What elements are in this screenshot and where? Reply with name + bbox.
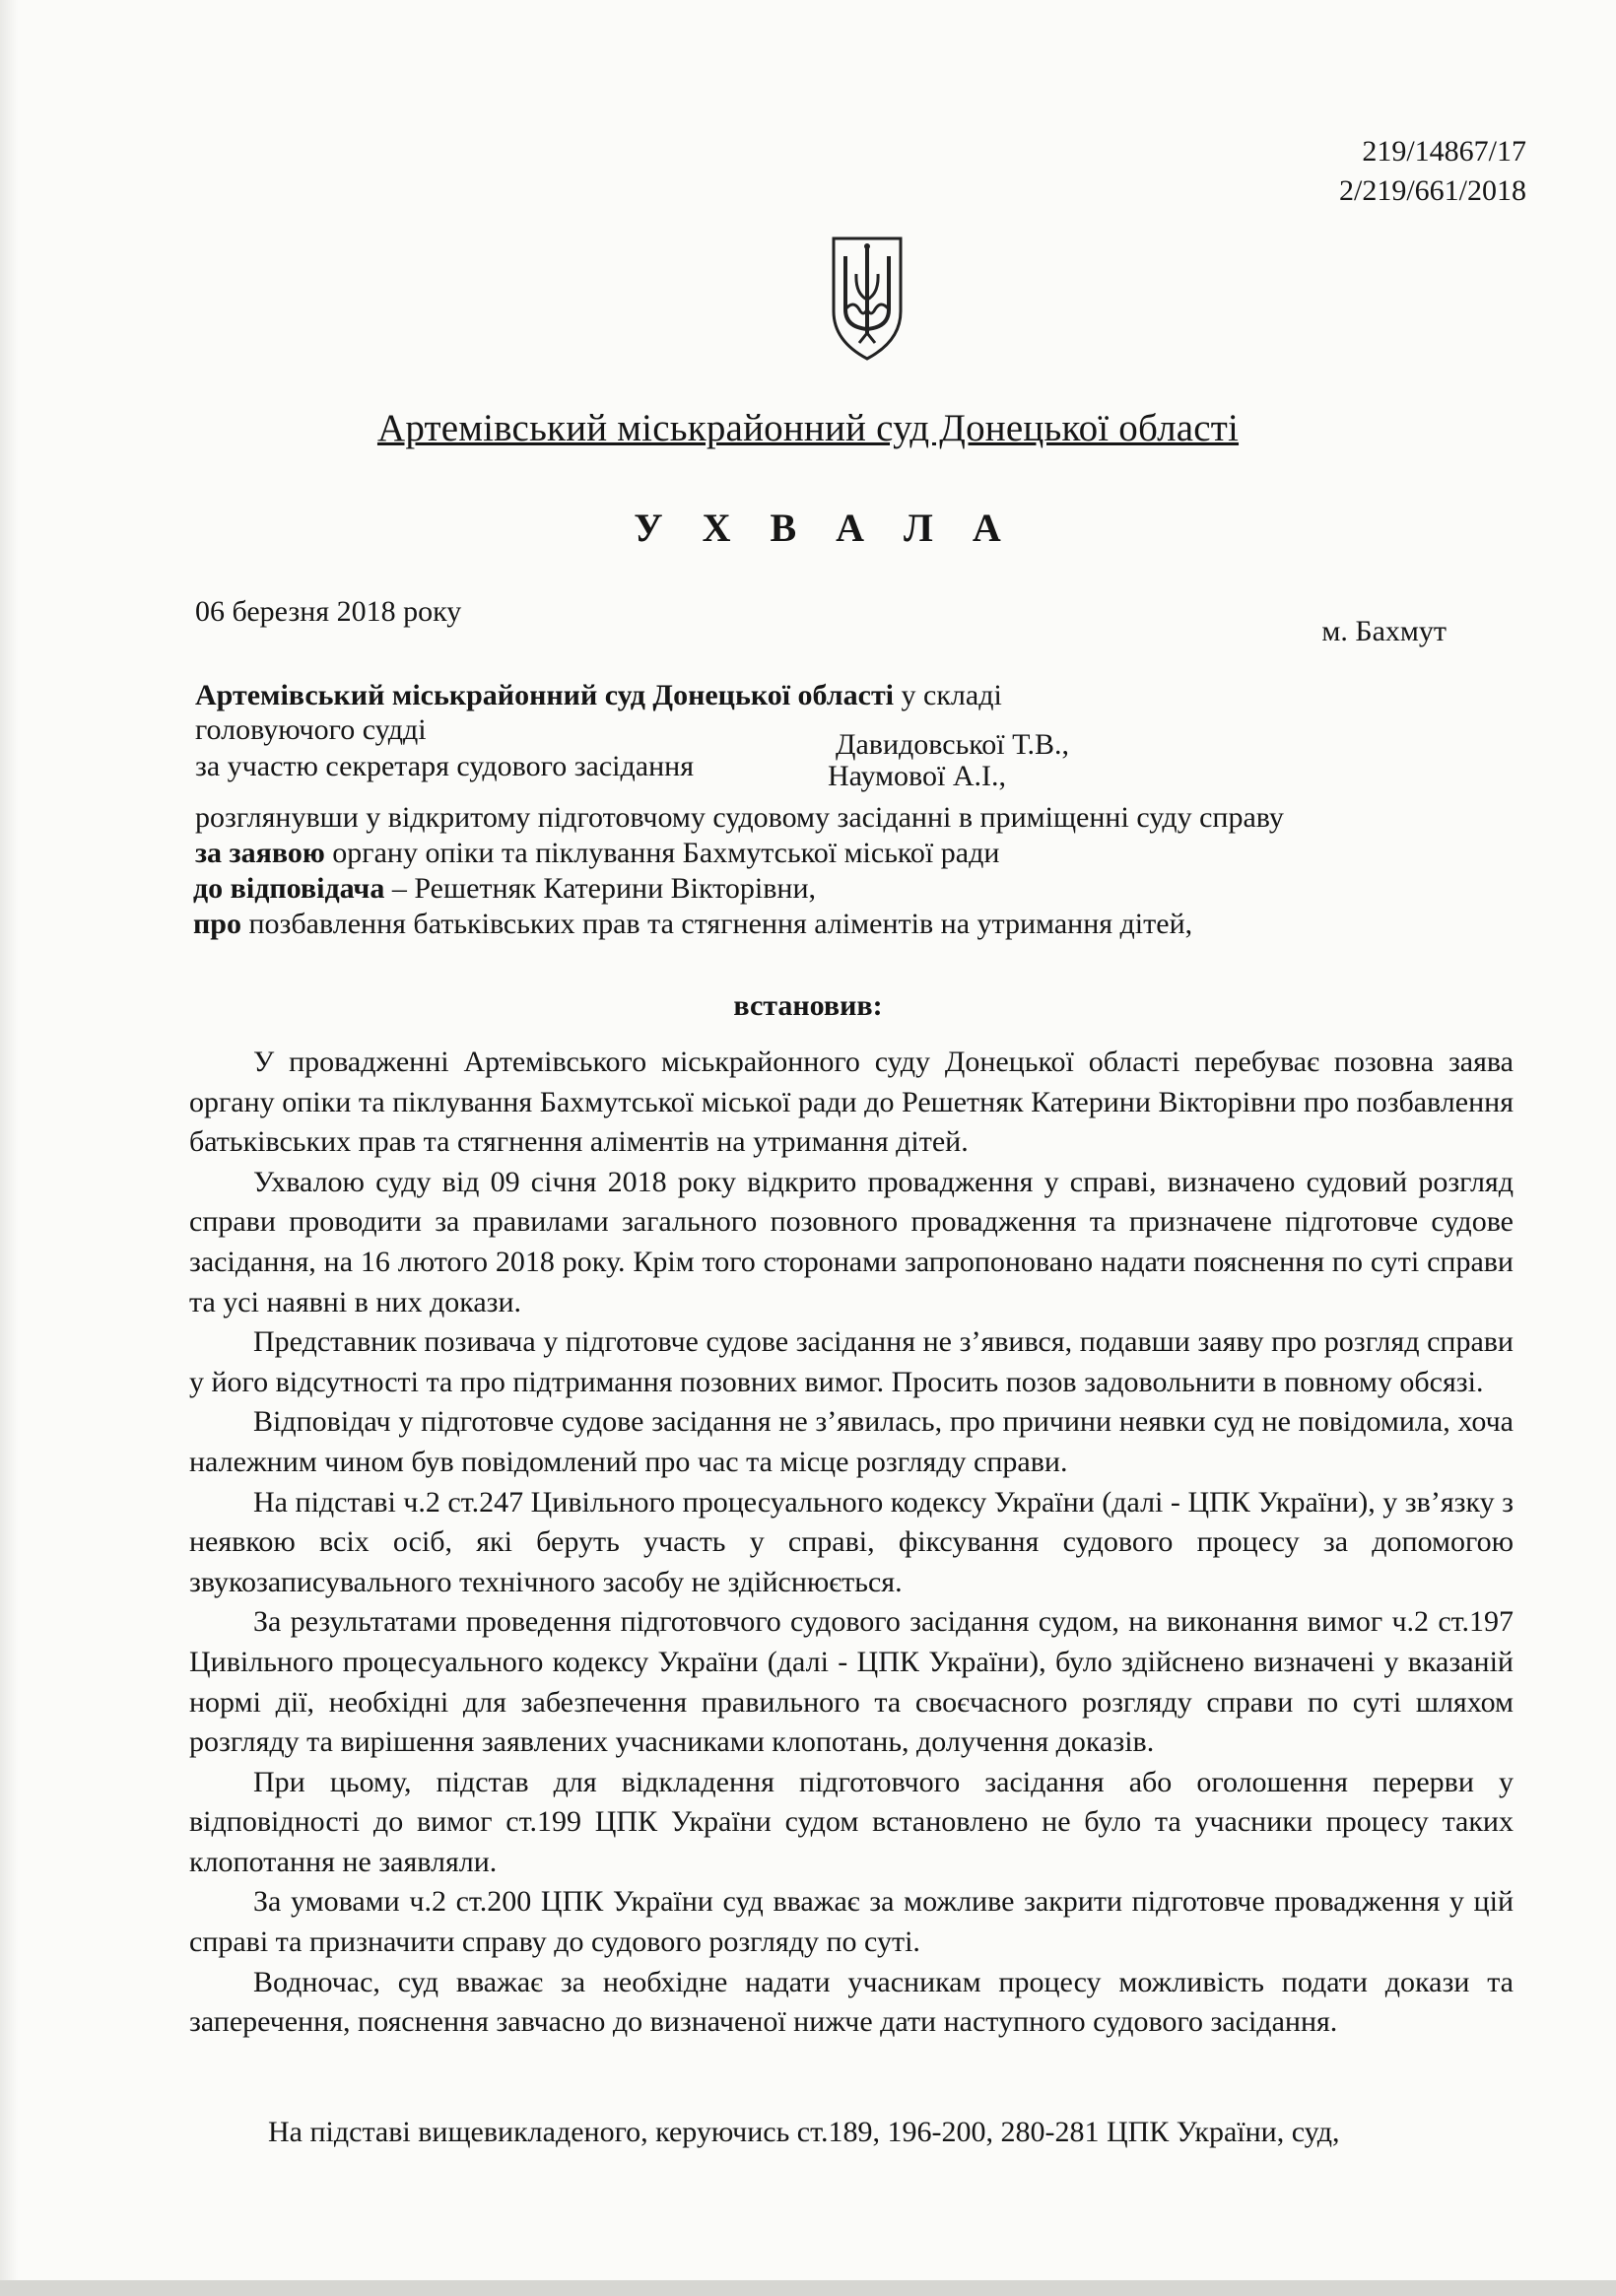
paragraph: Відповідач у підготовче судове засідання не з’явилась, про причини неявки суд не повідомила, хоча належним чином був повідомлений про час та місце розгляду справи. bbox=[189, 1405, 1514, 1478]
paragraph: Водночас, суд вважає за необхідне надати учасникам процесу можливість подати докази та заперечення, пояснення завчасно до визначеної нижче дати наступного судового засідання. bbox=[189, 1965, 1514, 2039]
presiding-label: головуючого судді bbox=[195, 713, 427, 746]
paragraph: Представник позивача у підготовче судове засідання не з’явився, подавши заяву про розгляд справи у його відсутності та про підтримання позовних вимог. Просить позов задовольнити в повному обсязі. bbox=[189, 1325, 1514, 1398]
proceeding-number: 2/219/661/2018 bbox=[1338, 174, 1526, 207]
paragraph: За результатами проведення підготовчого судового засідання судом, на виконання вимог ч.2 ст.197 Цивільного процесуального кодексу України (далі - ЦПК України), було здійснено визначені у вказаній нормі дії, необхідні для забезпечення правильного та своєчасного розгляду справи по суті шляхом розгляду та вирішення заявлених учасниками клопотань, долучення доказів. bbox=[189, 1605, 1514, 1759]
document-type: У Х В А Л А bbox=[634, 506, 1016, 550]
court-composition-line bbox=[195, 678, 1002, 713]
case-number: 219/14867/17 bbox=[1362, 135, 1526, 168]
application-label: за заявою bbox=[195, 837, 325, 869]
considered-line: розглянувши у відкритому підготовчому судовому засіданні в приміщенні суду справу bbox=[195, 801, 1284, 834]
body-text bbox=[189, 1043, 1514, 2043]
secretary-label: за участю секретаря судового засідання bbox=[195, 750, 695, 782]
court-name-bold: Артемівський міськрайонний суд Донецької області bbox=[195, 679, 895, 711]
subject-line bbox=[193, 907, 1192, 942]
subject-text: позбавлення батьківських прав та стягнення аліментів на утримання дітей, bbox=[248, 908, 1193, 940]
established-heading: встановив: bbox=[733, 989, 883, 1022]
scan-edge bbox=[0, 2280, 1616, 2296]
respondent-name: – Решетняк Катерини Вікторівни, bbox=[391, 872, 817, 905]
paragraph: За умовами ч.2 ст.200 ЦПК України суд вважає за можливе закрити підготовче провадження у цій справі та призначити справу до судового розгляду по суті. bbox=[189, 1885, 1514, 1959]
tryzub-emblem-icon bbox=[830, 235, 905, 363]
paragraph: На підставі ч.2 ст.247 Цивільного процесуального кодексу України (далі - ЦПК України), у зв’язку з неявкою всіх осіб, які беруть участь у справі, фіксування судового процесу за допомогою звукозаписувального технічного засобу не здійснюється. bbox=[189, 1485, 1514, 1598]
application-line bbox=[195, 836, 999, 871]
closing-line: На підставі вищевикладеного, керуючись ст.189, 196-200, 280-281 ЦПК України, суд, bbox=[268, 2116, 1340, 2148]
respondent-line bbox=[193, 871, 816, 907]
document-city: м. Бахмут bbox=[1321, 615, 1447, 647]
paragraph: Ухвалою суду від 09 січня 2018 року відкрито провадження у справі, визначено судовий розгляд справи проводити за правилами загального позовного провадження та призначене підготовче судове засідання, на 16 лютого 2018 року. Крім того сторонами запропоновано надати пояснення по суті справи та усі наявні в них докази. bbox=[189, 1165, 1514, 1318]
document-date: 06 березня 2018 року bbox=[195, 595, 462, 628]
respondent-label: до відповідача bbox=[193, 872, 385, 905]
court-title: Артемівський міськрайонний суд Донецької області bbox=[376, 407, 1240, 449]
composition-text: у складі bbox=[901, 679, 1002, 711]
presiding-judge-name: Давидовської Т.В., bbox=[836, 728, 1069, 761]
subject-label: про bbox=[193, 908, 241, 940]
secretary-name: Наумової А.І., bbox=[828, 760, 1006, 792]
registration-numbers bbox=[1339, 132, 1526, 211]
applicant-name: органу опіки та піклування Бахмутської міської ради bbox=[332, 837, 1000, 869]
scan-shadow bbox=[0, 0, 18, 2296]
paragraph: При цьому, підстав для відкладення підготовчого засідання або оголошення перерви у відповідності до вимог ст.199 ЦПК України судом встановлено не було та учасники процесу таких клопотання не заявляли. bbox=[189, 1765, 1514, 1878]
paragraph: У провадженні Артемівського міськрайонного суду Донецької області перебуває позовна заява органу опіки та піклування Бахмутської міської ради до Решетняк Катерини Вікторівни про позбавлення батьківських прав та стягнення аліментів на утримання дітей. bbox=[189, 1046, 1514, 1159]
